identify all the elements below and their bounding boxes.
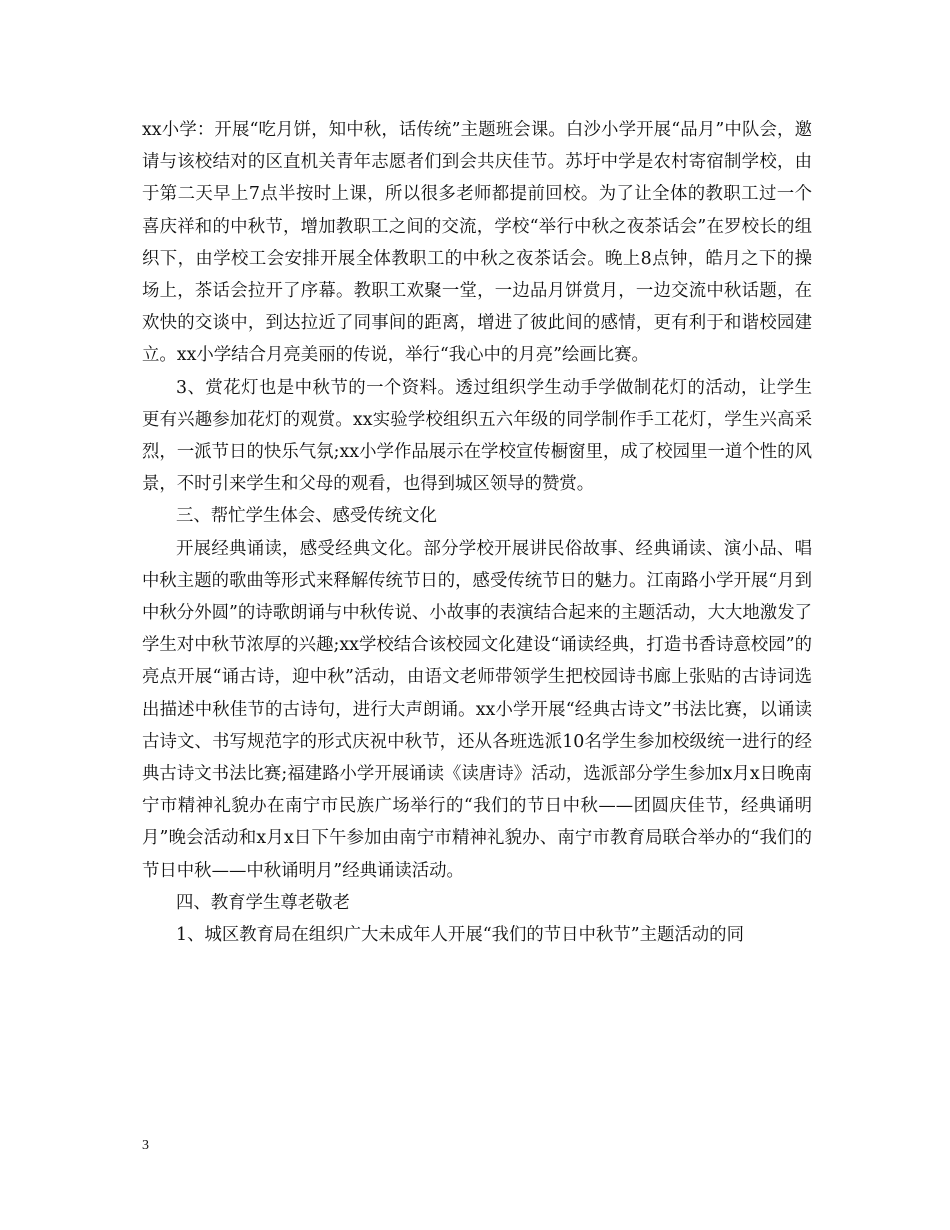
page-number: 3 xyxy=(142,1138,149,1153)
section-heading-traditional-culture: 三、帮忙学生体会、感受传统文化 xyxy=(176,506,437,527)
document-body xyxy=(142,114,812,951)
paragraph-education-bureau: 1、城区教育局在组织广大未成年人开展“我们的节日中秋节”主题活动的同 xyxy=(176,925,744,946)
paragraph-lantern-appreciation: 3、赏花灯也是中秋节的一个资料。透过组织学生动手学做制花灯的活动，让学生更有兴趣参加花灯的观赏。xx实验学校组织五六年级的同学制作手工花灯，学生兴高采烈，一派节日的快乐气氛;xx小学作品展示在学校宣传橱窗里，成了校园里一道个性的风景，不时引来学生和父母的观看，也得到城区领导的赞赏。 xyxy=(142,377,812,495)
paragraph-classic-recitation: 开展经典诵读，感受经典文化。部分学校开展讲民俗故事、经典诵读、演小品、唱中秋主题的歌曲等形式来释解传统节日的，感受传统节日的魅力。江南路小学开展“月到中秋分外圆”的诗歌朗诵与中秋传说、小故事的表演结合起来的主题活动，大大地激发了学生对中秋节浓厚的兴趣;xx学校结合该校园文化建设“诵读经典，打造书香诗意校园”的亮点开展“诵古诗，迎中秋”活动，由语文老师带领学生把校园诗书廊上张贴的古诗词选出描述中秋佳节的古诗句，进行大声朗诵。xx小学开展“经典古诗文”书法比赛，以诵读古诗文、书写规范字的形式庆祝中秋节，还从各班选派10名学生参加校级统一进行的经典古诗文书法比赛;福建路小学开展诵读《读唐诗》活动，选派部分学生参加x月x日晚南宁市精神礼貌办在南宁市民族广场举行的“我们的节日中秋——团圆庆佳节，经典诵明月”晚会活动和x月x日下午参加由南宁市精神礼貌办、南宁市教育局联合举办的“我们的节日中秋——中秋诵明月”经典诵读活动。 xyxy=(142,538,812,881)
section-heading-respect-elders: 四、教育学生尊老敬老 xyxy=(176,892,350,913)
paragraph-xx-school-moon-festival: xx小学：开展“吃月饼，知中秋，话传统”主题班会课。白沙小学开展“品月”中队会，邀请与该校结对的区直机关青年志愿者们到会共庆佳节。苏圩中学是农村寄宿制学校，由于第二天早上7点半按时上课，所以很多老师都提前回校。为了让全体的教职工过一个喜庆祥和的中秋节，增加教职工之间的交流，学校“举行中秋之夜茶话会”在罗校长的组织下，由学校工会安排开展全体教职工的中秋之夜茶话会。晚上8点钟，皓月之下的操场上，茶话会拉开了序幕。教职工欢聚一堂，一边品月饼赏月，一边交流中秋话题，在欢快的交谈中，到达拉近了同事间的距离，增进了彼此间的感情，更有利于和谐校园建立。xx小学结合月亮美丽的传说，举行“我心中的月亮”绘画比赛。 xyxy=(142,120,812,366)
